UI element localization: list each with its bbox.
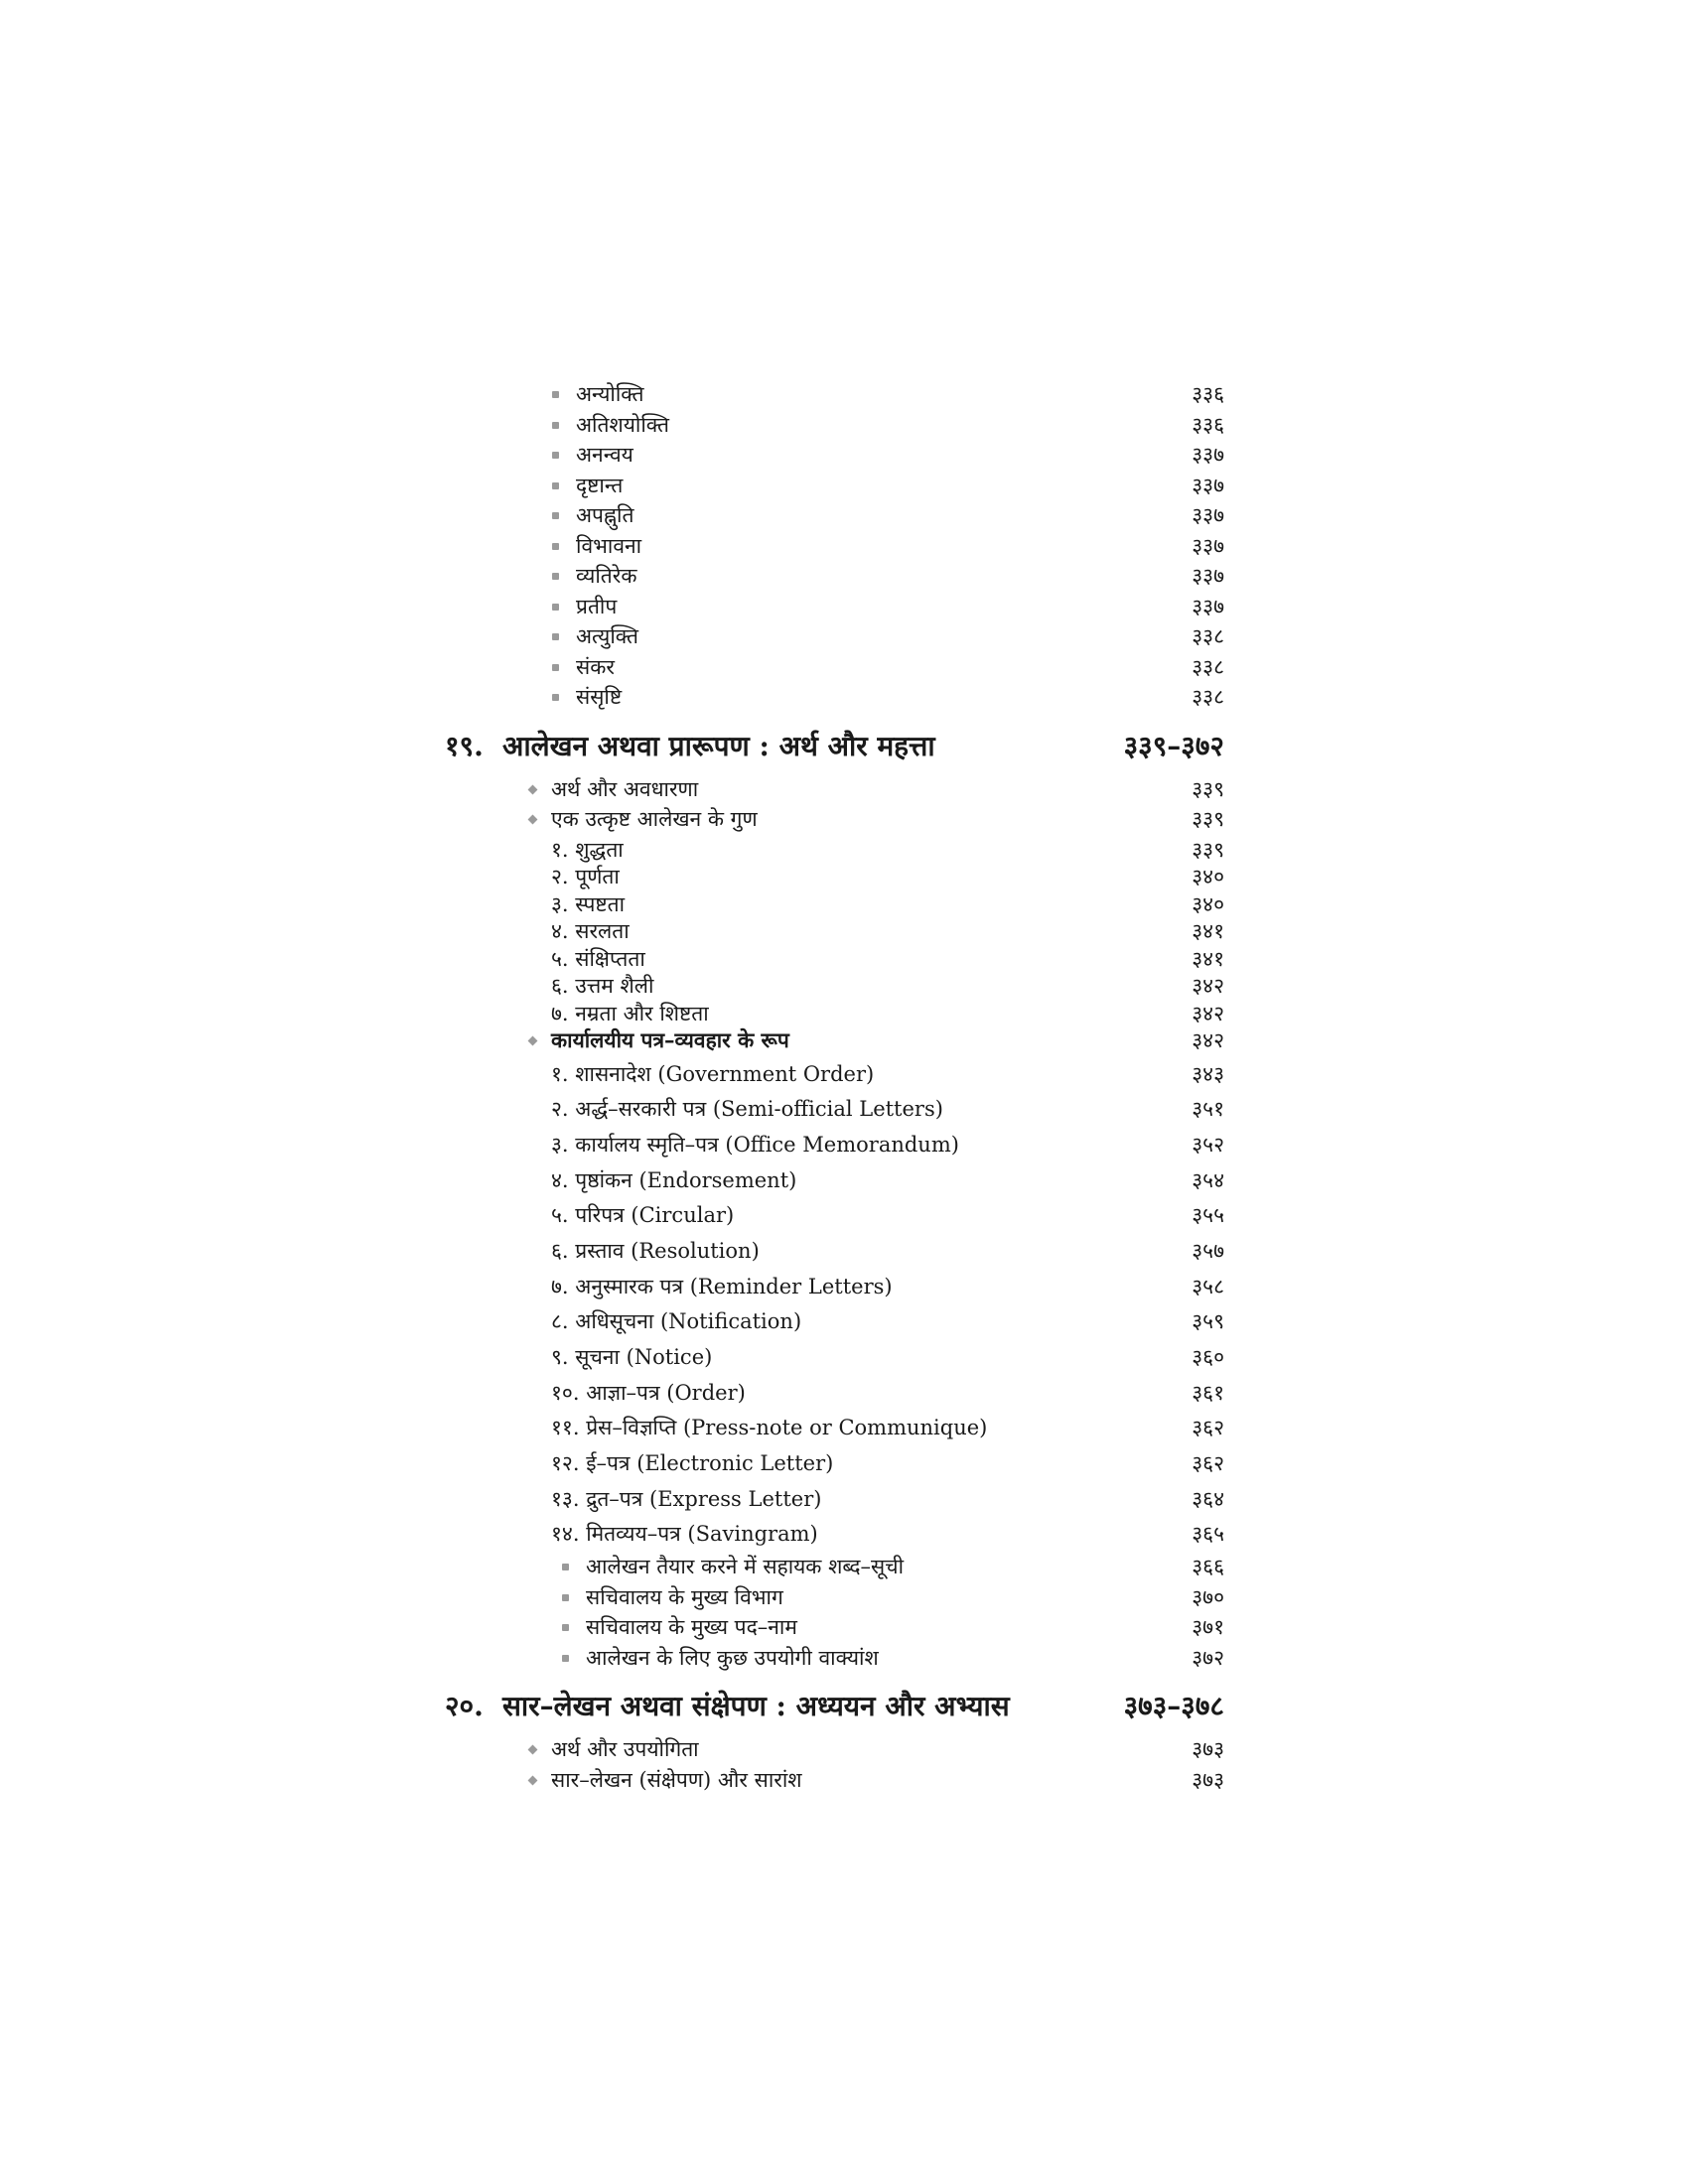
toc-entry (0, 1056, 1688, 1092)
table-of-contents (0, 379, 1688, 1795)
toc-entry-page: ३३८ (1192, 685, 1224, 709)
toc-entry-label: संसृष्टि (576, 685, 623, 709)
bullet-square-icon (552, 543, 559, 550)
toc-entry-label: ६. प्रस्ताव (Resolution) (551, 1238, 760, 1263)
toc-entry-label: १२. ई–पत्र (Electronic Letter) (551, 1451, 834, 1476)
toc-entry-page: ३३८ (1192, 624, 1224, 648)
bullet-square-icon (562, 1594, 569, 1601)
bullet-square-icon (552, 482, 559, 489)
toc-entry (0, 1269, 1688, 1304)
toc-entry-heading (0, 1025, 1688, 1056)
toc-entry-label: अतिशयोक्ति (576, 412, 670, 437)
bullet-square-icon (552, 604, 559, 611)
toc-entry-page: ३६० (1192, 1345, 1224, 1369)
toc-entry-page: ३३८ (1192, 654, 1224, 679)
toc-entry-page: ३३७ (1192, 473, 1224, 497)
toc-entry (0, 561, 1688, 592)
toc-entry (0, 971, 1688, 999)
bullet-square-icon (552, 452, 559, 459)
toc-entry (0, 440, 1688, 471)
toc-entry-page: ३४२ (1192, 1028, 1224, 1052)
toc-entry-page: ३३७ (1192, 443, 1224, 467)
toc-entry-label: प्रतीप (576, 594, 618, 618)
toc-entry (0, 1303, 1688, 1339)
toc-entry (0, 471, 1688, 501)
toc-entry-label: कार्यालयीय पत्र–व्यवहार के रूप (551, 1027, 789, 1052)
toc-entry-page: ३४० (1192, 865, 1224, 888)
toc-entry-label: अपह्नुति (576, 503, 634, 527)
toc-entry (0, 944, 1688, 972)
toc-entry-label: अनन्वय (576, 443, 633, 467)
toc-entry (0, 1162, 1688, 1198)
toc-entry (0, 1582, 1688, 1613)
bullet-square-icon (552, 633, 559, 640)
toc-entry (0, 1643, 1688, 1674)
toc-entry (0, 999, 1688, 1026)
toc-entry-page: ३५९ (1192, 1309, 1224, 1334)
bullet-diamond-icon (528, 784, 538, 794)
toc-entry (0, 916, 1688, 944)
bullet-square-icon (552, 422, 559, 429)
toc-entry-label: ८. अधिसूचना (Notification) (551, 1309, 802, 1334)
chapter-heading-20 (0, 1685, 1688, 1734)
bullet-square-icon (552, 573, 559, 580)
toc-entry-label: २. पूर्णता (551, 865, 620, 888)
bullet-square-icon (552, 512, 559, 519)
toc-entry-label: ७. नम्रता और शिष्टता (551, 1001, 709, 1025)
toc-entry-label: संकर (576, 654, 615, 679)
toc-entry-label: ४. पृष्ठांकन (Endorsement) (551, 1167, 797, 1192)
toc-entry (0, 592, 1688, 622)
toc-entry-page: ३३७ (1192, 564, 1224, 588)
toc-entry-page: ३४१ (1192, 919, 1224, 943)
toc-entry (0, 1410, 1688, 1445)
toc-entry (0, 1516, 1688, 1552)
bullet-diamond-icon (528, 1775, 538, 1785)
toc-entry (0, 804, 1688, 835)
toc-entry (0, 862, 1688, 889)
toc-entry (0, 1233, 1688, 1269)
chapter-number: १९. (445, 729, 484, 762)
chapter-page-range: ३३९–३७२ (1123, 729, 1224, 762)
toc-entry (0, 379, 1688, 410)
toc-entry-label: ६. उत्तम शैली (551, 974, 654, 998)
toc-entry-label: विभावना (576, 533, 642, 558)
toc-entry (0, 410, 1688, 441)
toc-entry (0, 1127, 1688, 1162)
toc-entry-page: ३५८ (1192, 1274, 1224, 1298)
bullet-square-icon (562, 1624, 569, 1631)
toc-entry-label: व्यतिरेक (576, 564, 637, 588)
toc-entry-page: ३४३ (1192, 1061, 1224, 1086)
toc-entry (0, 1197, 1688, 1233)
toc-entry (0, 500, 1688, 531)
toc-entry-page: ३७० (1192, 1584, 1224, 1609)
toc-entry-page: ३७२ (1192, 1645, 1224, 1670)
toc-entry (0, 1445, 1688, 1481)
toc-entry-page: ३६५ (1192, 1522, 1224, 1547)
toc-entry-page: ३३९ (1192, 837, 1224, 862)
toc-entry (0, 1091, 1688, 1127)
chapter-title: सार–लेखन अथवा संक्षेपण : अध्ययन और अभ्यास (502, 1690, 1010, 1723)
toc-entry (0, 621, 1688, 652)
bullet-square-icon (562, 1655, 569, 1662)
toc-entry-page: ३४२ (1192, 1001, 1224, 1025)
toc-entry-page: ३५७ (1192, 1238, 1224, 1263)
bullet-diamond-icon (528, 815, 538, 825)
chapter-number: २०. (445, 1690, 484, 1723)
toc-entry-page: ३६४ (1192, 1486, 1224, 1511)
toc-entry-label: अत्युक्ति (576, 624, 638, 648)
toc-entry-label: ३. स्पष्टता (551, 891, 626, 916)
toc-group-alankar (0, 379, 1688, 713)
bullet-square-icon (562, 1564, 569, 1570)
toc-entry-label: ७. अनुस्मारक पत्र (Reminder Letters) (551, 1274, 893, 1298)
toc-entry-label: १०. आज्ञा–पत्र (Order) (551, 1380, 746, 1405)
toc-entry-label: अन्योक्ति (576, 382, 644, 406)
toc-entry-label: १४. मितव्यय–पत्र (Savingram) (551, 1522, 818, 1547)
toc-entry-label: अर्थ और अवधारणा (551, 776, 699, 801)
toc-entry-label: ११. प्रेस–विज्ञप्ति (Press-note or Communique) (551, 1416, 988, 1440)
toc-entry (0, 1612, 1688, 1643)
chapter-title: आलेखन अथवा प्रारूपण : अर्थ और महत्ता (502, 729, 935, 762)
toc-entry-label: ३. कार्यालय स्मृति–पत्र (Office Memorandum) (551, 1132, 959, 1157)
toc-entry-page: ३४२ (1192, 974, 1224, 998)
bullet-diamond-icon (528, 1745, 538, 1755)
bullet-square-icon (552, 391, 559, 398)
toc-entry-label: सार–लेखन (संक्षेपण) और सारांश (551, 1767, 802, 1792)
toc-entry (0, 1734, 1688, 1765)
toc-entry-page: ३४१ (1192, 946, 1224, 971)
toc-entry-page: ३७१ (1192, 1615, 1224, 1640)
toc-entry-label: सचिवालय के मुख्य विभाग (586, 1584, 783, 1609)
bullet-diamond-icon (528, 1036, 538, 1046)
toc-entry-page: ३६१ (1192, 1380, 1224, 1405)
toc-entry-label: २. अर्द्ध–सरकारी पत्र (Semi-official Letters) (551, 1097, 943, 1122)
bullet-square-icon (552, 664, 559, 671)
toc-entry-page: ३६२ (1192, 1451, 1224, 1476)
toc-entry-page: ३५५ (1192, 1203, 1224, 1228)
toc-entry (0, 531, 1688, 562)
toc-entry-label: एक उत्कृष्ट आलेखन के गुण (551, 807, 758, 831)
toc-entry-label: ९. सूचना (Notice) (551, 1345, 713, 1369)
toc-entry-page: ३६२ (1192, 1416, 1224, 1440)
chapter-page-range: ३७३–३७८ (1123, 1690, 1224, 1723)
toc-entry-page: ३३७ (1192, 503, 1224, 527)
toc-entry (0, 1765, 1688, 1796)
toc-entry-page: ३३६ (1192, 412, 1224, 437)
toc-entry-label: ५. संक्षिप्तता (551, 946, 645, 971)
toc-entry-label: ४. सरलता (551, 919, 630, 943)
toc-entry (0, 774, 1688, 805)
toc-entry (0, 682, 1688, 713)
toc-entry (0, 1375, 1688, 1411)
toc-entry-page: ३५१ (1192, 1097, 1224, 1122)
toc-entry-page: ३३९ (1192, 776, 1224, 801)
toc-entry (0, 1552, 1688, 1582)
toc-entry-label: १. शासनादेश (Government Order) (551, 1061, 875, 1086)
toc-entry-page: ३३७ (1192, 594, 1224, 618)
toc-entry-page: ३५२ (1192, 1132, 1224, 1157)
toc-entry-label: सचिवालय के मुख्य पद–नाम (586, 1615, 797, 1640)
toc-entry-label: अर्थ और उपयोगिता (551, 1737, 699, 1762)
toc-entry-label: दृष्टान्त (576, 473, 624, 497)
toc-entry (0, 835, 1688, 863)
toc-entry-label: आलेखन तैयार करने में सहायक शब्द–सूची (586, 1555, 905, 1579)
toc-entry-page: ३३७ (1192, 533, 1224, 558)
toc-entry (0, 1481, 1688, 1517)
toc-entry-page: ३५४ (1192, 1167, 1224, 1192)
toc-entry-page: ३७३ (1192, 1767, 1224, 1792)
chapter-heading-19 (0, 725, 1688, 774)
toc-entry-page: ३३६ (1192, 382, 1224, 406)
toc-entry-label: १. शुद्धता (551, 837, 624, 862)
toc-entry-page: ३७३ (1192, 1737, 1224, 1762)
toc-entry-label: ५. परिपत्र (Circular) (551, 1203, 735, 1228)
bullet-square-icon (552, 694, 559, 701)
toc-entry-label: आलेखन के लिए कुछ उपयोगी वाक्यांश (586, 1645, 879, 1670)
toc-entry-page: ३४० (1192, 891, 1224, 916)
toc-entry (0, 1339, 1688, 1375)
toc-entry (0, 889, 1688, 917)
toc-entry-page: ३३९ (1192, 807, 1224, 831)
toc-entry-label: १३. द्रुत–पत्र (Express Letter) (551, 1486, 822, 1511)
toc-entry-page: ३६६ (1192, 1555, 1224, 1579)
toc-entry (0, 652, 1688, 683)
